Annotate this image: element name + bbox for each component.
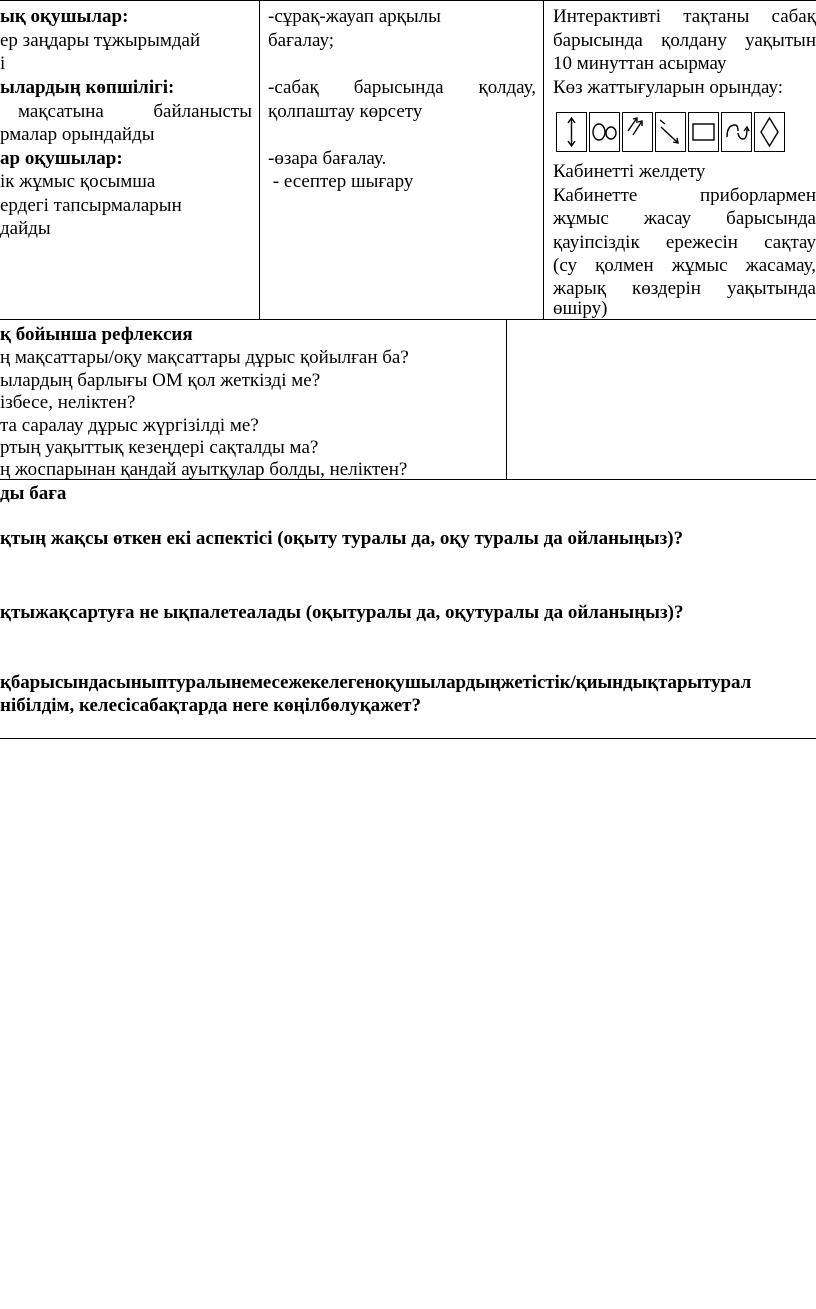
col3-line-10-b: көздерін <box>632 278 701 299</box>
col3-line-10-c: уақытында <box>726 278 816 299</box>
col3-line-8-c: сақтау <box>764 232 816 253</box>
col3-line-2-a: барысында <box>553 30 643 51</box>
vertical-arrows-icon <box>556 112 587 152</box>
row-divider-1 <box>0 319 816 320</box>
table-top-border <box>0 0 816 1</box>
col1-line-7: ар оқушылар: <box>0 148 123 169</box>
reflection-line-1: ң мақсаттары/оқу мақсаттары дұрыс қойылған ба? <box>0 347 409 368</box>
col3-line-6-b: приборлармен <box>699 185 816 206</box>
col1-line-5-right: байланысты <box>153 101 252 122</box>
col3-line-9-b: қолмен <box>595 255 654 276</box>
col1-line-8: ік жұмыс қосымша <box>0 171 156 192</box>
col3-line-11: өшіру) <box>553 298 608 319</box>
assessment-title: ды баға <box>0 483 67 504</box>
col1-line-6: рмалар орындайды <box>0 124 155 145</box>
col3-line-9-d: жасамау, <box>745 255 816 276</box>
assessment-question-3b: нібілдім, келесісабақтарда неге көңілбөлуқажет? <box>0 695 421 716</box>
col2-line-3-c: қолдау, <box>478 77 536 98</box>
assessment-question-2: қтыжақсартуға не ықпалетеалады (оқытуралы да, оқутуралы да ойланыңыз)? <box>0 602 684 623</box>
reflection-line-4: та саралау дұрыс жүргізілді ме? <box>0 415 259 436</box>
reflection-line-3: ізбесе, неліктен? <box>0 392 136 413</box>
diagonal-arrows-icon <box>622 112 653 152</box>
col-divider-2 <box>543 0 544 320</box>
col1-line-2: ер заңдары тұжырымдай <box>0 30 201 51</box>
col3-line-9-a: (су <box>553 255 578 276</box>
assessment-question-3a: қбарысындасыныптуралынемесежекелегеноқушылардыңжетістік/қиындықтарытурал <box>0 672 752 693</box>
arc-arrows-icon <box>721 112 752 152</box>
eye-exercise-icons <box>556 112 785 152</box>
reflection-line-5: ртың уақыттық кезеңдері сақталды ма? <box>0 437 319 458</box>
reflection-title: қ бойынша рефлексия <box>0 324 193 345</box>
col3-line-5: Кабинетті желдету <box>553 161 706 182</box>
col2-line-5: -өзара бағалау. <box>268 148 387 169</box>
reflection-line-2: ылардың барлығы ОМ қол жеткізді ме? <box>0 370 321 391</box>
diamond-icon <box>754 112 785 152</box>
col2-line-4: қолпаштау көрсету <box>268 101 423 122</box>
col1-line-4: ылардың көпшілігі: <box>0 77 175 98</box>
col3-line-8-b: ережесін <box>665 232 738 253</box>
col2-line-1: -сұрақ-жауап арқылы <box>268 6 441 27</box>
col3-line-10-a: жарық <box>553 278 607 299</box>
col2-line-3-b: барысында <box>353 77 444 98</box>
col2-line-6: - есептер шығару <box>268 171 414 192</box>
col3-line-2-b: қолдану <box>661 30 727 51</box>
converging-arrows-icon <box>655 112 686 152</box>
col1-line-5 <box>18 100 252 124</box>
col3-line-4: Көз жаттығуларын орындау: <box>553 77 784 98</box>
col3-line-8-a: қауіпсіздік <box>553 232 640 253</box>
col3-line-3: 10 минуттан асырмау <box>553 53 727 74</box>
col1-line-9: ердегі тапсырмаларын <box>0 195 182 216</box>
loops-icon <box>589 112 620 152</box>
col3-line-9-c: жұмыс <box>671 255 728 276</box>
col3-line-2 <box>553 29 816 53</box>
col3-line-8 <box>553 231 816 255</box>
col3-line-9 <box>553 254 816 278</box>
col3-line-6 <box>553 184 816 208</box>
col2-line-2: бағалау; <box>268 30 334 51</box>
col2-line-3 <box>268 76 536 100</box>
col3-line-6-a: Кабинетте <box>553 185 638 206</box>
col3-line-2-c: уақытын <box>745 30 816 51</box>
col3-line-7 <box>553 207 816 231</box>
col1-line-3: і <box>0 53 6 74</box>
reflection-line-6: ң жоспарынан қандай ауытқулар болды, неліктен? <box>0 459 408 480</box>
table-bottom-border <box>0 738 816 739</box>
col3-line-7-b: жасау <box>643 208 692 229</box>
assessment-question-1: қтың жақсы өткен екі аспектісі (оқыту туралы да, оқу туралы да ойланыңыз)? <box>0 528 684 549</box>
col3-line-1-a: Интерактивті <box>553 6 662 27</box>
col-divider-1 <box>259 0 260 320</box>
square-icon <box>688 112 719 152</box>
col1-line-5-left: мақсатына <box>18 101 104 122</box>
col3-line-1-c: сабақ <box>771 6 816 27</box>
reflection-divider <box>506 319 507 479</box>
col3-line-1-b: тақтаны <box>683 6 750 27</box>
col3-line-1 <box>553 5 816 29</box>
col3-line-7-a: жұмыс <box>553 208 609 229</box>
col1-line-1: ық оқушылар: <box>0 6 129 27</box>
col1-line-10: дайды <box>0 218 51 239</box>
col2-line-3-a: -сабақ <box>268 77 319 98</box>
col3-line-7-c: барысында <box>726 208 816 229</box>
